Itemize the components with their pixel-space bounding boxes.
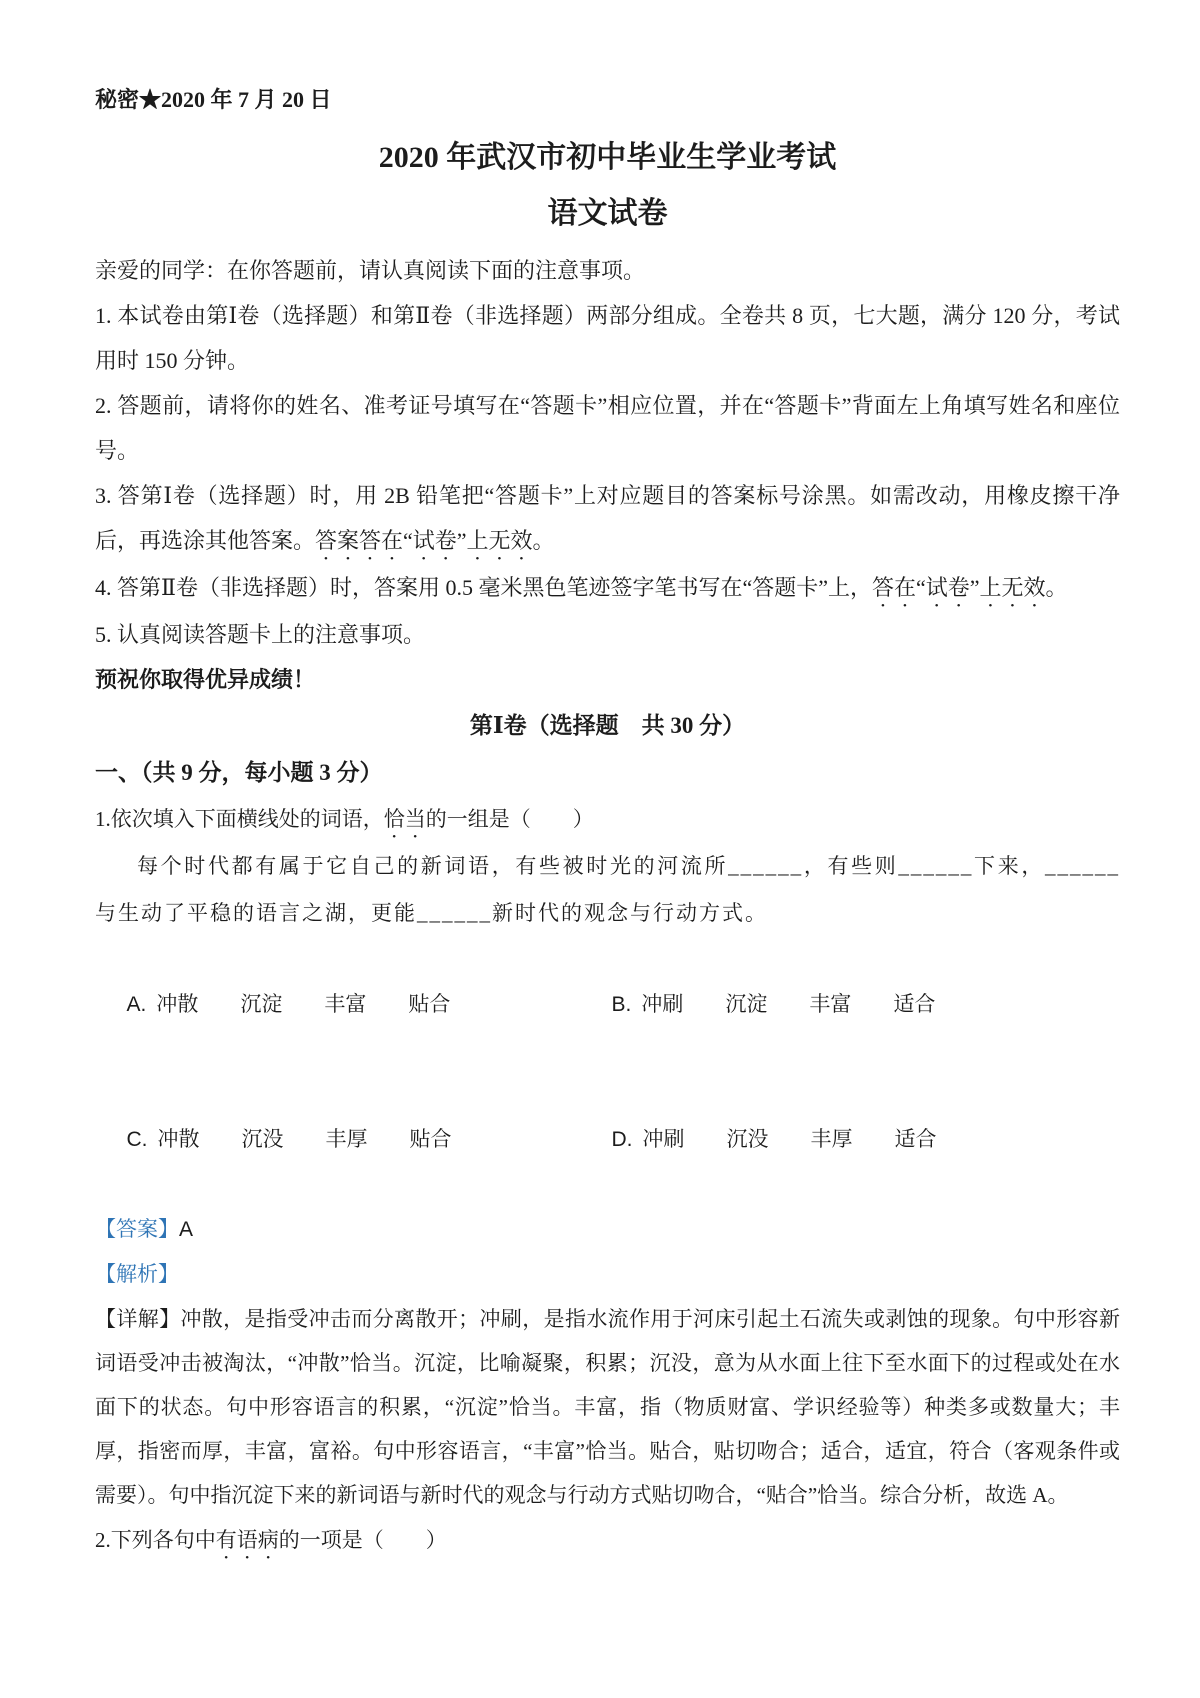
notice-item-5-text: 5. 认真阅读答题卡上的注意事项。 — [95, 622, 426, 647]
notice-item-1 — [95, 293, 1120, 383]
analysis-label: 【解析】 — [95, 1262, 179, 1286]
detail-explanation: 【详解】冲散，是指受冲击而分离散开；冲刷，是指水流作用于河床引起土石流失或剥蚀的现象。句中形容新词语受冲击被淘汰，“冲散”恰当。沉淀，比喻凝聚，积累；沉没，意为从水面上往下至水面下的过程或处在水面下的状态。句中形容语言的积累，“沉淀”恰当。丰富，指（物质财富、学识经验等）种类多或数量大；丰厚，指密而厚，丰富，富裕。句中形容语言，“丰富”恰当。贴合，贴切吻合；适合，适宜，符合（客观条件或需要）。句中指沉淀下来的新词语与新时代的观念与行动方式贴切吻合，“贴合”恰当。综合分析，故选 A。 — [95, 1307, 1120, 1507]
answer-label: 【答案】 — [95, 1217, 179, 1241]
notice-item-3-text: 3. 答第Ⅰ卷（选择题）时，用 2B 铅笔把“答题卡”上对应题目的答案标号涂黑。如需改动，用橡皮擦干净后，再选涂其他答案。 — [95, 483, 1120, 553]
exam-title: 2020 年武汉市初中毕业生学业考试 — [378, 141, 837, 174]
notice-item-4 — [95, 565, 1120, 612]
option-d — [580, 1072, 1120, 1207]
question-2-stem — [95, 1517, 1120, 1564]
notice-item-4-emphasized: 答在“试卷”上无效。 — [872, 575, 1068, 600]
notice-item-2-text: 2. 答题前，请将你的姓名、准考证号填写在“答题卡”相应位置，并在“答题卡”背面左上角填写姓名和座位号。 — [95, 393, 1120, 463]
option-d-text: 冲刷 沉没 丰厚 适合 — [642, 1127, 937, 1151]
notice-item-3-emphasized: 答案答在“试卷”上无效。 — [315, 528, 555, 553]
section-1-header: 第Ⅰ卷（选择题 共 30 分） — [469, 713, 746, 738]
notice-item-3 — [95, 473, 1120, 565]
question-1-stem-post: 的一组是（ ） — [425, 807, 594, 831]
notice-item-1-text: 1. 本试卷由第Ⅰ卷（选择题）和第Ⅱ卷（非选择题）两部分组成。全卷共 8 页，七大题，满分 120 分，考试用时 150 分钟。 — [95, 303, 1120, 373]
option-c-label: C. — [126, 1128, 148, 1151]
wish-line: 预祝你取得优异成绩！ — [95, 667, 316, 692]
option-b-text: 冲刷 沉淀 丰富 适合 — [641, 992, 936, 1016]
option-c — [95, 1072, 580, 1207]
analysis-line — [95, 1252, 1120, 1297]
option-b — [580, 937, 1120, 1072]
question-1-stem-emphasized: 恰当 — [383, 807, 426, 831]
greeting-line: 亲爱的同学：在你答题前，请认真阅读下面的注意事项。 — [95, 258, 646, 283]
option-a — [95, 937, 580, 1072]
option-c-text: 冲散 沉没 丰厚 贴合 — [157, 1127, 452, 1151]
question-1-stem-pre: 1.依次填入下面横线处的词语， — [95, 807, 384, 831]
question-2-stem-emphasized: 有语病 — [215, 1528, 279, 1552]
answer-value: A — [179, 1218, 194, 1241]
question-1-stem — [95, 796, 1120, 843]
answer-line — [95, 1207, 1120, 1252]
part-1-header: 一、（共 9 分，每小题 3 分） — [95, 760, 383, 785]
exam-subtitle: 语文试卷 — [547, 197, 668, 230]
option-b-label: B. — [611, 993, 632, 1016]
notice-item-4-text: 4. 答第Ⅱ卷（非选择题）时，答案用 0.5 毫米黑色笔迹签字笔书写在“答题卡”上， — [95, 575, 872, 600]
option-a-text: 冲散 沉淀 丰富 贴合 — [156, 992, 451, 1016]
option-a-label: A. — [126, 993, 147, 1016]
question-2-stem-pre: 2.下列各句中 — [95, 1528, 216, 1552]
question-1-passage: 每个时代都有属于它自己的新词语，有些被时光的河流所______，有些则______下来，______与生动了平稳的语言之湖，更能______新时代的观念与行动方式。 — [95, 854, 1120, 925]
option-d-label: D. — [611, 1128, 633, 1151]
question-1-options — [95, 937, 1120, 1207]
secret-date-line: 秘密★2020 年 7 月 20 日 — [95, 87, 332, 112]
notice-item-2 — [95, 383, 1120, 473]
notice-item-5 — [95, 612, 1120, 657]
question-2-stem-post: 的一项是（ ） — [278, 1528, 447, 1552]
